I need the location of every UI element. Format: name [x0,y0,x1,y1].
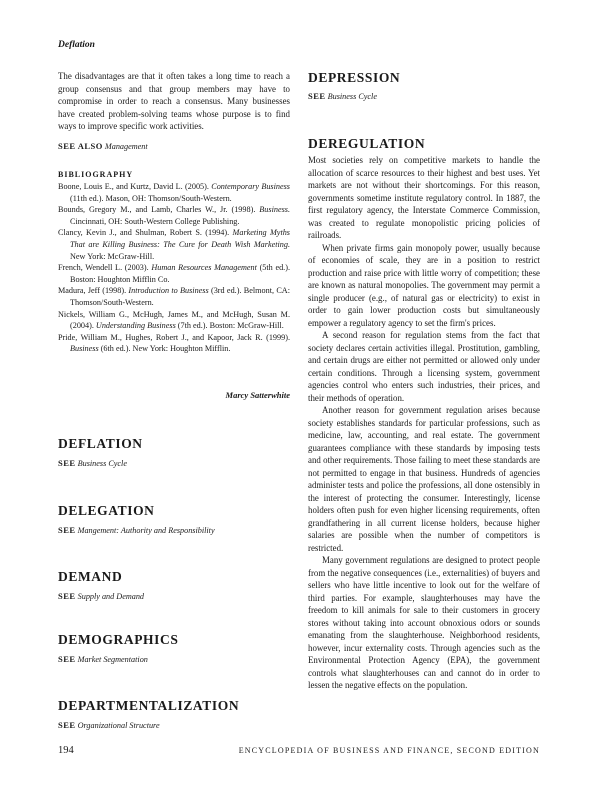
deregulation-body [308,154,540,692]
intro-paragraph: The disadvantages are that it often takes a long time to reach a group consensus and that group members may have to compromise in order to reach a consensus. Many businesses have created problem-solving teams whose purpose is to find ways to improve specific work activities. [58,71,290,131]
bib-entry: French, Wendell L. (2003). Human Resources Management (5th ed.). Boston: Houghton Mifflin Co. [58,263,290,284]
see-reference: SEE Market Segmentation [58,654,148,664]
see-also-label: SEE ALSO [58,141,103,151]
publication-title: ENCYCLOPEDIA OF BUSINESS AND FINANCE, SECOND EDITION [238,746,540,755]
see-reference: SEE Organizational Structure [58,720,160,730]
entry-heading: DEMAND [58,569,123,584]
entry-deflation [58,436,143,470]
see-reference: SEE Mangement: Authority and Responsibility [58,525,215,535]
bib-entry: Madura, Jeff (1998). Introduction to Business (3rd ed.). Belmont, CA: Thomson/South-Western. [58,286,290,307]
see-reference: SEE Business Cycle [58,458,127,468]
entry-demographics [58,632,178,666]
bib-entry: Pride, William M., Hughes, Robert J., and Kapoor, Jack R. (1999). Business (6th ed.). New York: Houghton Mifflin. [58,332,290,354]
see-also-link[interactable]: Management [104,142,148,151]
running-head: Deflation [58,40,95,50]
see-link[interactable]: Mangement: Authority and Responsibility [77,526,215,535]
entry-heading: DEFLATION [58,436,143,451]
body-paragraph: Most societies rely on competitive markets to handle the allocation of scarce resources to their highest and best uses. Yet markets are not without their shortcomings. For this reason, governments sometime institute regulatory control. In 1887, the first regulatory agency, the Interstate Commerce Commission, was created to regulate monopolistic pricing policies of railroads. [308,155,540,240]
bib-entry: Clancy, Kevin J., and Shulman, Robert S. (1994). Marketing Myths That are Killing Business: The Cure for Death Wish Marketing. New York: McGraw-Hill. [58,228,290,261]
page-number: 194 [58,745,74,756]
entry-heading: DEMOGRAPHICS [58,632,179,647]
bibliography-heading: BIBLIOGRAPHY [58,170,134,179]
see-link[interactable]: Organizational Structure [77,721,160,730]
page-footer [58,745,540,756]
bib-entry: Bounds, Gregory M., and Lamb, Charles W., Jr. (1998). Business. Cincinnati, OH: South-Western College Publishing. [58,205,290,226]
bib-entry: Boone, Louis E., and Kurtz, David L. (2005). Contemporary Business (11th ed.). Mason, OH: Thomson/South-Western. [58,182,290,203]
body-paragraph: Many government regulations are designed to protect people from the negative consequences (i.e., externalities) of buyers and sellers who have little incentive to look out for the welfare of third parties. For example, slaughterhouses may have the freedom to kill animals for sale to their customers in grocery stores without taking into account obnoxious odors or sounds emanating from the slaughterhouse. Neighborhood residents, however, incur externality costs. Through agencies such as the Environmental Protection Agency (EPA), the government controls what slaughterhouses can and cannot do in order to lessen the negative effects on the population. [308,555,540,690]
entry-heading: DEPRESSION [308,70,401,85]
entry-departmentalization [58,698,239,732]
bibliography-list [58,181,290,355]
deregulation-heading: DEREGULATION [308,136,426,151]
article-author: Marcy Satterwhite [225,390,290,400]
entry-heading: DELEGATION [58,503,155,518]
body-paragraph: Another reason for government regulation arises because society establishes standards for particular professions, such as medicine, law, accounting, and real estate. The government guarantees compliance with these standards by imposing tests and other requirements. Those failing to meet these standards are not permitted to engage in that business. Hundreds of agencies administer tests and police the professions, all done ostensibly in the interest of protecting the consumer. Interestingly, license holders often push for even higher licensing requirements, often grandfathering in all current license holders, because higher salaries are possible when the number of competitors is restricted. [308,405,540,553]
see-link[interactable]: Market Segmentation [77,655,148,664]
see-link[interactable]: Business Cycle [327,92,377,101]
body-paragraph: When private firms gain monopoly power, usually because of economies of scale, they are in a position to restrict production and raise price with little worry of competition; these are known as natural monopolies. The government may permit a single producer (e.g., of natural gas or electricity) to exist in order to gain lower production costs but simultaneously empower a regulatory agency to set the firm's prices. [308,242,540,328]
body-paragraph: A second reason for regulation stems from the fact that society declares certain activities illegal. Prostitution, gambling, and certain drugs are either not permitted or allowed only under certain conditions. Through a licensing system, government agencies control who enters such industries, their prices, and their methods of operation. [308,330,540,403]
see-link[interactable]: Supply and Demand [77,592,145,601]
entry-depression [308,70,400,103]
entry-heading: DEPARTMENTALIZATION [58,698,240,713]
bib-entry: Nickels, William G., McHugh, James M., and McHugh, Susan M. (2004). Understanding Business (7th ed.). Boston: McGraw-Hill. [58,309,290,331]
see-also [58,140,148,153]
see-reference: SEE Supply and Demand [58,591,145,601]
entry-demand [58,569,144,603]
see-reference: SEE Business Cycle [308,91,377,101]
see-link[interactable]: Business Cycle [77,459,127,468]
entry-delegation [58,503,215,537]
